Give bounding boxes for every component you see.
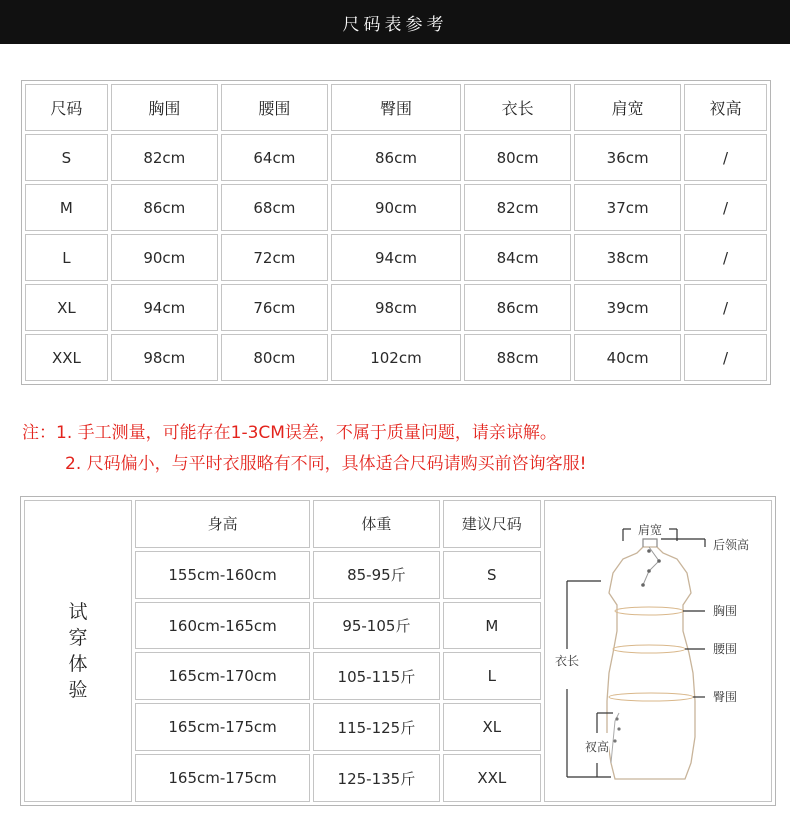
page-title: 尺码表参考 bbox=[342, 14, 448, 35]
size-table-row bbox=[25, 134, 767, 181]
size-cell: 40cm bbox=[574, 334, 681, 381]
slit-line bbox=[611, 713, 619, 763]
try-cell: 160cm-165cm bbox=[135, 602, 310, 650]
note-line-1: 注：1. 手工测量，可能存在1-3CM误差，不属于质量问题，请亲谅解。 bbox=[22, 423, 557, 443]
try-table-header-row bbox=[24, 500, 772, 548]
try-cell: M bbox=[443, 602, 541, 650]
try-on-side-label: 试穿体验 bbox=[24, 500, 132, 802]
size-cell: 86cm bbox=[464, 284, 571, 331]
size-cell: 72cm bbox=[221, 234, 328, 281]
try-cell: 115-125斤 bbox=[313, 703, 439, 751]
try-col-header: 体重 bbox=[313, 500, 439, 548]
try-col-header: 建议尺码 bbox=[443, 500, 541, 548]
size-cell: L bbox=[25, 234, 108, 281]
try-cell: 95-105斤 bbox=[313, 602, 439, 650]
try-cell: 125-135斤 bbox=[313, 754, 439, 802]
size-table-row bbox=[25, 234, 767, 281]
size-cell: 80cm bbox=[464, 134, 571, 181]
placket bbox=[643, 547, 659, 585]
dress-outline bbox=[607, 547, 695, 779]
size-col-header: 衩高 bbox=[684, 84, 767, 131]
size-cell: XL bbox=[25, 284, 108, 331]
try-on-table bbox=[20, 496, 776, 806]
notes bbox=[22, 418, 586, 480]
size-table bbox=[21, 80, 771, 385]
size-cell: 90cm bbox=[331, 184, 461, 231]
size-cell: / bbox=[684, 334, 767, 381]
try-cell: 165cm-170cm bbox=[135, 652, 310, 700]
size-cell: 98cm bbox=[331, 284, 461, 331]
try-cell: S bbox=[443, 551, 541, 599]
size-table-header-row bbox=[25, 84, 767, 131]
try-cell: 155cm-160cm bbox=[135, 551, 310, 599]
size-cell: 64cm bbox=[221, 134, 328, 181]
size-col-header: 臀围 bbox=[331, 84, 461, 131]
size-cell: XXL bbox=[25, 334, 108, 381]
size-cell: 76cm bbox=[221, 284, 328, 331]
try-cell: L bbox=[443, 652, 541, 700]
size-col-header: 衣长 bbox=[464, 84, 571, 131]
size-col-header: 尺码 bbox=[25, 84, 108, 131]
collar bbox=[643, 539, 657, 547]
size-col-header: 肩宽 bbox=[574, 84, 681, 131]
try-cell: XXL bbox=[443, 754, 541, 802]
dress-diagram-svg bbox=[545, 501, 771, 801]
size-cell: M bbox=[25, 184, 108, 231]
size-cell: 36cm bbox=[574, 134, 681, 181]
try-cell: 165cm-175cm bbox=[135, 703, 310, 751]
size-cell: 102cm bbox=[331, 334, 461, 381]
label-slit: 衩高 bbox=[584, 740, 610, 754]
label-back-collar: 后领高 bbox=[712, 538, 750, 552]
size-cell: / bbox=[684, 234, 767, 281]
try-cell: 105-115斤 bbox=[313, 652, 439, 700]
label-length: 衣长 bbox=[554, 654, 580, 668]
size-cell: 94cm bbox=[111, 284, 218, 331]
size-table-row bbox=[25, 184, 767, 231]
try-col-header: 身高 bbox=[135, 500, 310, 548]
size-cell: / bbox=[684, 284, 767, 331]
try-cell: 85-95斤 bbox=[313, 551, 439, 599]
size-cell: 82cm bbox=[111, 134, 218, 181]
size-cell: 84cm bbox=[464, 234, 571, 281]
try-cell: XL bbox=[443, 703, 541, 751]
size-cell: 39cm bbox=[574, 284, 681, 331]
size-cell: 37cm bbox=[574, 184, 681, 231]
size-cell: S bbox=[25, 134, 108, 181]
size-table-row bbox=[25, 284, 767, 331]
size-cell: 88cm bbox=[464, 334, 571, 381]
size-cell: 90cm bbox=[111, 234, 218, 281]
label-chest: 胸围 bbox=[712, 604, 738, 618]
header-bar bbox=[0, 0, 790, 44]
label-waist: 腰围 bbox=[712, 642, 738, 656]
size-cell: 86cm bbox=[111, 184, 218, 231]
size-table-row bbox=[25, 334, 767, 381]
size-cell: 38cm bbox=[574, 234, 681, 281]
label-hip: 臀围 bbox=[712, 690, 738, 704]
size-cell: / bbox=[684, 184, 767, 231]
size-cell: 86cm bbox=[331, 134, 461, 181]
size-cell: 68cm bbox=[221, 184, 328, 231]
size-cell: 82cm bbox=[464, 184, 571, 231]
try-cell: 165cm-175cm bbox=[135, 754, 310, 802]
dress-diagram bbox=[544, 500, 772, 802]
size-cell: 98cm bbox=[111, 334, 218, 381]
size-cell: 94cm bbox=[331, 234, 461, 281]
size-col-header: 腰围 bbox=[221, 84, 328, 131]
note-line-2: 2. 尺码偏小，与平时衣服略有不同，具体适合尺码请购买前咨询客服! bbox=[65, 454, 587, 474]
size-col-header: 胸围 bbox=[111, 84, 218, 131]
size-cell: 80cm bbox=[221, 334, 328, 381]
label-shoulder: 肩宽 bbox=[637, 523, 663, 537]
size-cell: / bbox=[684, 134, 767, 181]
